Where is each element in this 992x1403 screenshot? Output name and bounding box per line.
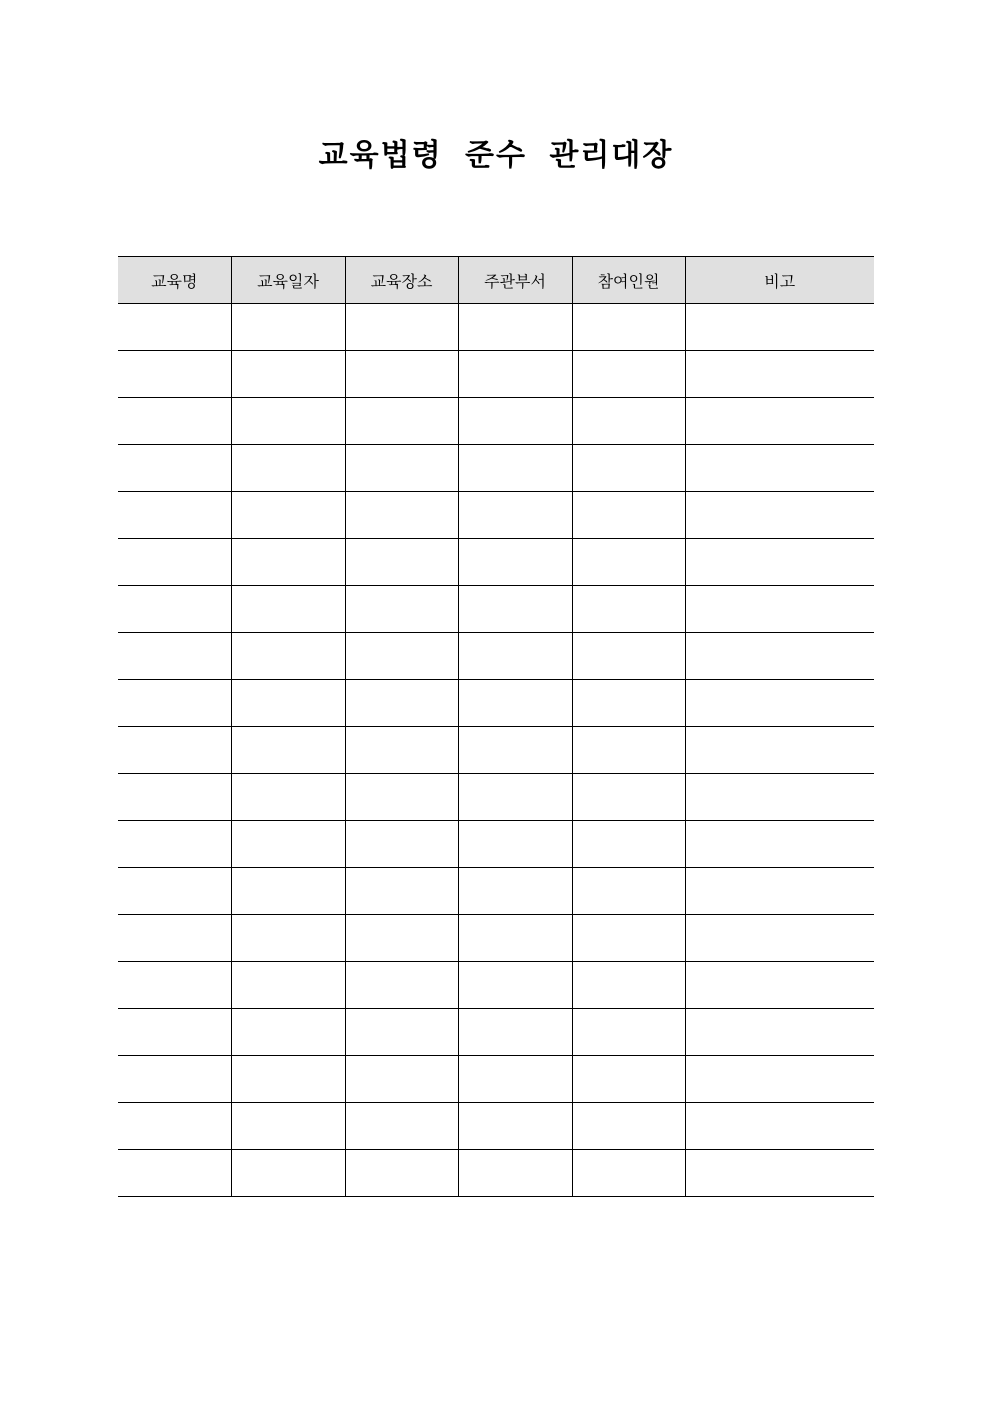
table-row: [118, 821, 874, 868]
cell-participants[interactable]: [572, 680, 685, 727]
cell-education-location[interactable]: [345, 774, 458, 821]
header-organizing-department: 주관부서: [458, 257, 572, 304]
cell-participants[interactable]: [572, 445, 685, 492]
table-row: [118, 1103, 874, 1150]
cell-education-name[interactable]: [118, 727, 231, 774]
cell-education-name[interactable]: [118, 351, 231, 398]
cell-organizing-department[interactable]: [458, 351, 572, 398]
table-row: [118, 445, 874, 492]
cell-education-date[interactable]: [231, 398, 345, 445]
table-row: [118, 727, 874, 774]
cell-education-date[interactable]: [231, 586, 345, 633]
header-education-date: 교육일자: [231, 257, 345, 304]
table-row: [118, 539, 874, 586]
cell-organizing-department[interactable]: [458, 445, 572, 492]
cell-education-name[interactable]: [118, 1056, 231, 1103]
cell-organizing-department[interactable]: [458, 868, 572, 915]
cell-education-name[interactable]: [118, 445, 231, 492]
cell-education-name[interactable]: [118, 680, 231, 727]
cell-education-name[interactable]: [118, 633, 231, 680]
cell-education-name[interactable]: [118, 398, 231, 445]
cell-education-location[interactable]: [345, 915, 458, 962]
cell-remarks[interactable]: [685, 821, 874, 868]
cell-education-date[interactable]: [231, 774, 345, 821]
header-participants: 참여인원: [572, 257, 685, 304]
cell-organizing-department[interactable]: [458, 774, 572, 821]
cell-remarks[interactable]: [685, 304, 874, 351]
cell-education-location[interactable]: [345, 821, 458, 868]
cell-education-date[interactable]: [231, 962, 345, 1009]
cell-education-date[interactable]: [231, 821, 345, 868]
cell-education-date[interactable]: [231, 1009, 345, 1056]
cell-education-name[interactable]: [118, 586, 231, 633]
header-education-name: 교육명: [118, 257, 231, 304]
cell-education-location[interactable]: [345, 351, 458, 398]
cell-education-location[interactable]: [345, 633, 458, 680]
cell-education-location[interactable]: [345, 680, 458, 727]
table-header-row: [118, 257, 874, 304]
page-title: 교육법령 준수 관리대장: [318, 138, 674, 173]
cell-participants[interactable]: [572, 915, 685, 962]
cell-remarks[interactable]: [685, 680, 874, 727]
cell-education-date[interactable]: [231, 539, 345, 586]
cell-remarks[interactable]: [685, 727, 874, 774]
cell-education-date[interactable]: [231, 1150, 345, 1197]
cell-organizing-department[interactable]: [458, 539, 572, 586]
table-row: [118, 398, 874, 445]
cell-organizing-department[interactable]: [458, 633, 572, 680]
table-row: [118, 492, 874, 539]
table-row: [118, 633, 874, 680]
cell-education-date[interactable]: [231, 445, 345, 492]
cell-participants[interactable]: [572, 821, 685, 868]
cell-organizing-department[interactable]: [458, 962, 572, 1009]
cell-education-date[interactable]: [231, 727, 345, 774]
cell-participants[interactable]: [572, 1056, 685, 1103]
cell-education-date[interactable]: [231, 1103, 345, 1150]
cell-remarks[interactable]: [685, 962, 874, 1009]
cell-education-name[interactable]: [118, 962, 231, 1009]
cell-education-location[interactable]: [345, 586, 458, 633]
table-row: [118, 962, 874, 1009]
header-remarks: 비고: [685, 257, 874, 304]
cell-education-location[interactable]: [345, 868, 458, 915]
cell-remarks[interactable]: [685, 398, 874, 445]
cell-participants[interactable]: [572, 633, 685, 680]
cell-education-location[interactable]: [345, 398, 458, 445]
table-row: [118, 915, 874, 962]
cell-remarks[interactable]: [685, 445, 874, 492]
cell-education-location[interactable]: [345, 539, 458, 586]
cell-participants[interactable]: [572, 868, 685, 915]
cell-remarks[interactable]: [685, 915, 874, 962]
cell-education-location[interactable]: [345, 304, 458, 351]
cell-education-location[interactable]: [345, 492, 458, 539]
education-compliance-table: [118, 256, 874, 1197]
cell-education-location[interactable]: [345, 445, 458, 492]
header-education-location: 교육장소: [345, 257, 458, 304]
table-body: [118, 304, 874, 1197]
cell-education-date[interactable]: [231, 680, 345, 727]
cell-remarks[interactable]: [685, 1056, 874, 1103]
cell-remarks[interactable]: [685, 1009, 874, 1056]
cell-education-name[interactable]: [118, 1009, 231, 1056]
cell-education-date[interactable]: [231, 633, 345, 680]
cell-education-name[interactable]: [118, 492, 231, 539]
cell-participants[interactable]: [572, 962, 685, 1009]
cell-organizing-department[interactable]: [458, 1150, 572, 1197]
cell-education-date[interactable]: [231, 351, 345, 398]
cell-remarks[interactable]: [685, 351, 874, 398]
cell-participants[interactable]: [572, 492, 685, 539]
cell-education-name[interactable]: [118, 774, 231, 821]
cell-remarks[interactable]: [685, 868, 874, 915]
table-row: [118, 774, 874, 821]
cell-education-name[interactable]: [118, 1150, 231, 1197]
cell-education-date[interactable]: [231, 304, 345, 351]
cell-education-location[interactable]: [345, 1103, 458, 1150]
cell-organizing-department[interactable]: [458, 915, 572, 962]
cell-participants[interactable]: [572, 398, 685, 445]
cell-participants[interactable]: [572, 727, 685, 774]
cell-education-location[interactable]: [345, 1150, 458, 1197]
cell-organizing-department[interactable]: [458, 821, 572, 868]
cell-remarks[interactable]: [685, 539, 874, 586]
cell-remarks[interactable]: [685, 1103, 874, 1150]
table-row: [118, 351, 874, 398]
cell-remarks[interactable]: [685, 492, 874, 539]
cell-organizing-department[interactable]: [458, 398, 572, 445]
cell-participants[interactable]: [572, 539, 685, 586]
cell-remarks[interactable]: [685, 633, 874, 680]
cell-education-name[interactable]: [118, 821, 231, 868]
cell-education-name[interactable]: [118, 868, 231, 915]
table-row: [118, 586, 874, 633]
cell-remarks[interactable]: [685, 1150, 874, 1197]
cell-participants[interactable]: [572, 1150, 685, 1197]
cell-organizing-department[interactable]: [458, 1103, 572, 1150]
cell-participants[interactable]: [572, 586, 685, 633]
cell-education-name[interactable]: [118, 304, 231, 351]
cell-participants[interactable]: [572, 1009, 685, 1056]
cell-education-name[interactable]: [118, 915, 231, 962]
table-row: [118, 304, 874, 351]
cell-education-date[interactable]: [231, 868, 345, 915]
table-row: [118, 1150, 874, 1197]
cell-education-location[interactable]: [345, 962, 458, 1009]
cell-organizing-department[interactable]: [458, 304, 572, 351]
cell-education-date[interactable]: [231, 492, 345, 539]
table-row: [118, 680, 874, 727]
table-row: [118, 1056, 874, 1103]
cell-organizing-department[interactable]: [458, 1056, 572, 1103]
cell-organizing-department[interactable]: [458, 1009, 572, 1056]
cell-participants[interactable]: [572, 304, 685, 351]
cell-participants[interactable]: [572, 351, 685, 398]
cell-education-name[interactable]: [118, 1103, 231, 1150]
cell-education-date[interactable]: [231, 915, 345, 962]
cell-organizing-department[interactable]: [458, 492, 572, 539]
cell-education-location[interactable]: [345, 1056, 458, 1103]
cell-remarks[interactable]: [685, 774, 874, 821]
table-row: [118, 868, 874, 915]
cell-organizing-department[interactable]: [458, 680, 572, 727]
cell-education-location[interactable]: [345, 1009, 458, 1056]
cell-organizing-department[interactable]: [458, 586, 572, 633]
cell-organizing-department[interactable]: [458, 727, 572, 774]
cell-education-date[interactable]: [231, 1056, 345, 1103]
cell-remarks[interactable]: [685, 586, 874, 633]
table-row: [118, 1009, 874, 1056]
cell-participants[interactable]: [572, 774, 685, 821]
cell-education-name[interactable]: [118, 539, 231, 586]
cell-participants[interactable]: [572, 1103, 685, 1150]
cell-education-location[interactable]: [345, 727, 458, 774]
